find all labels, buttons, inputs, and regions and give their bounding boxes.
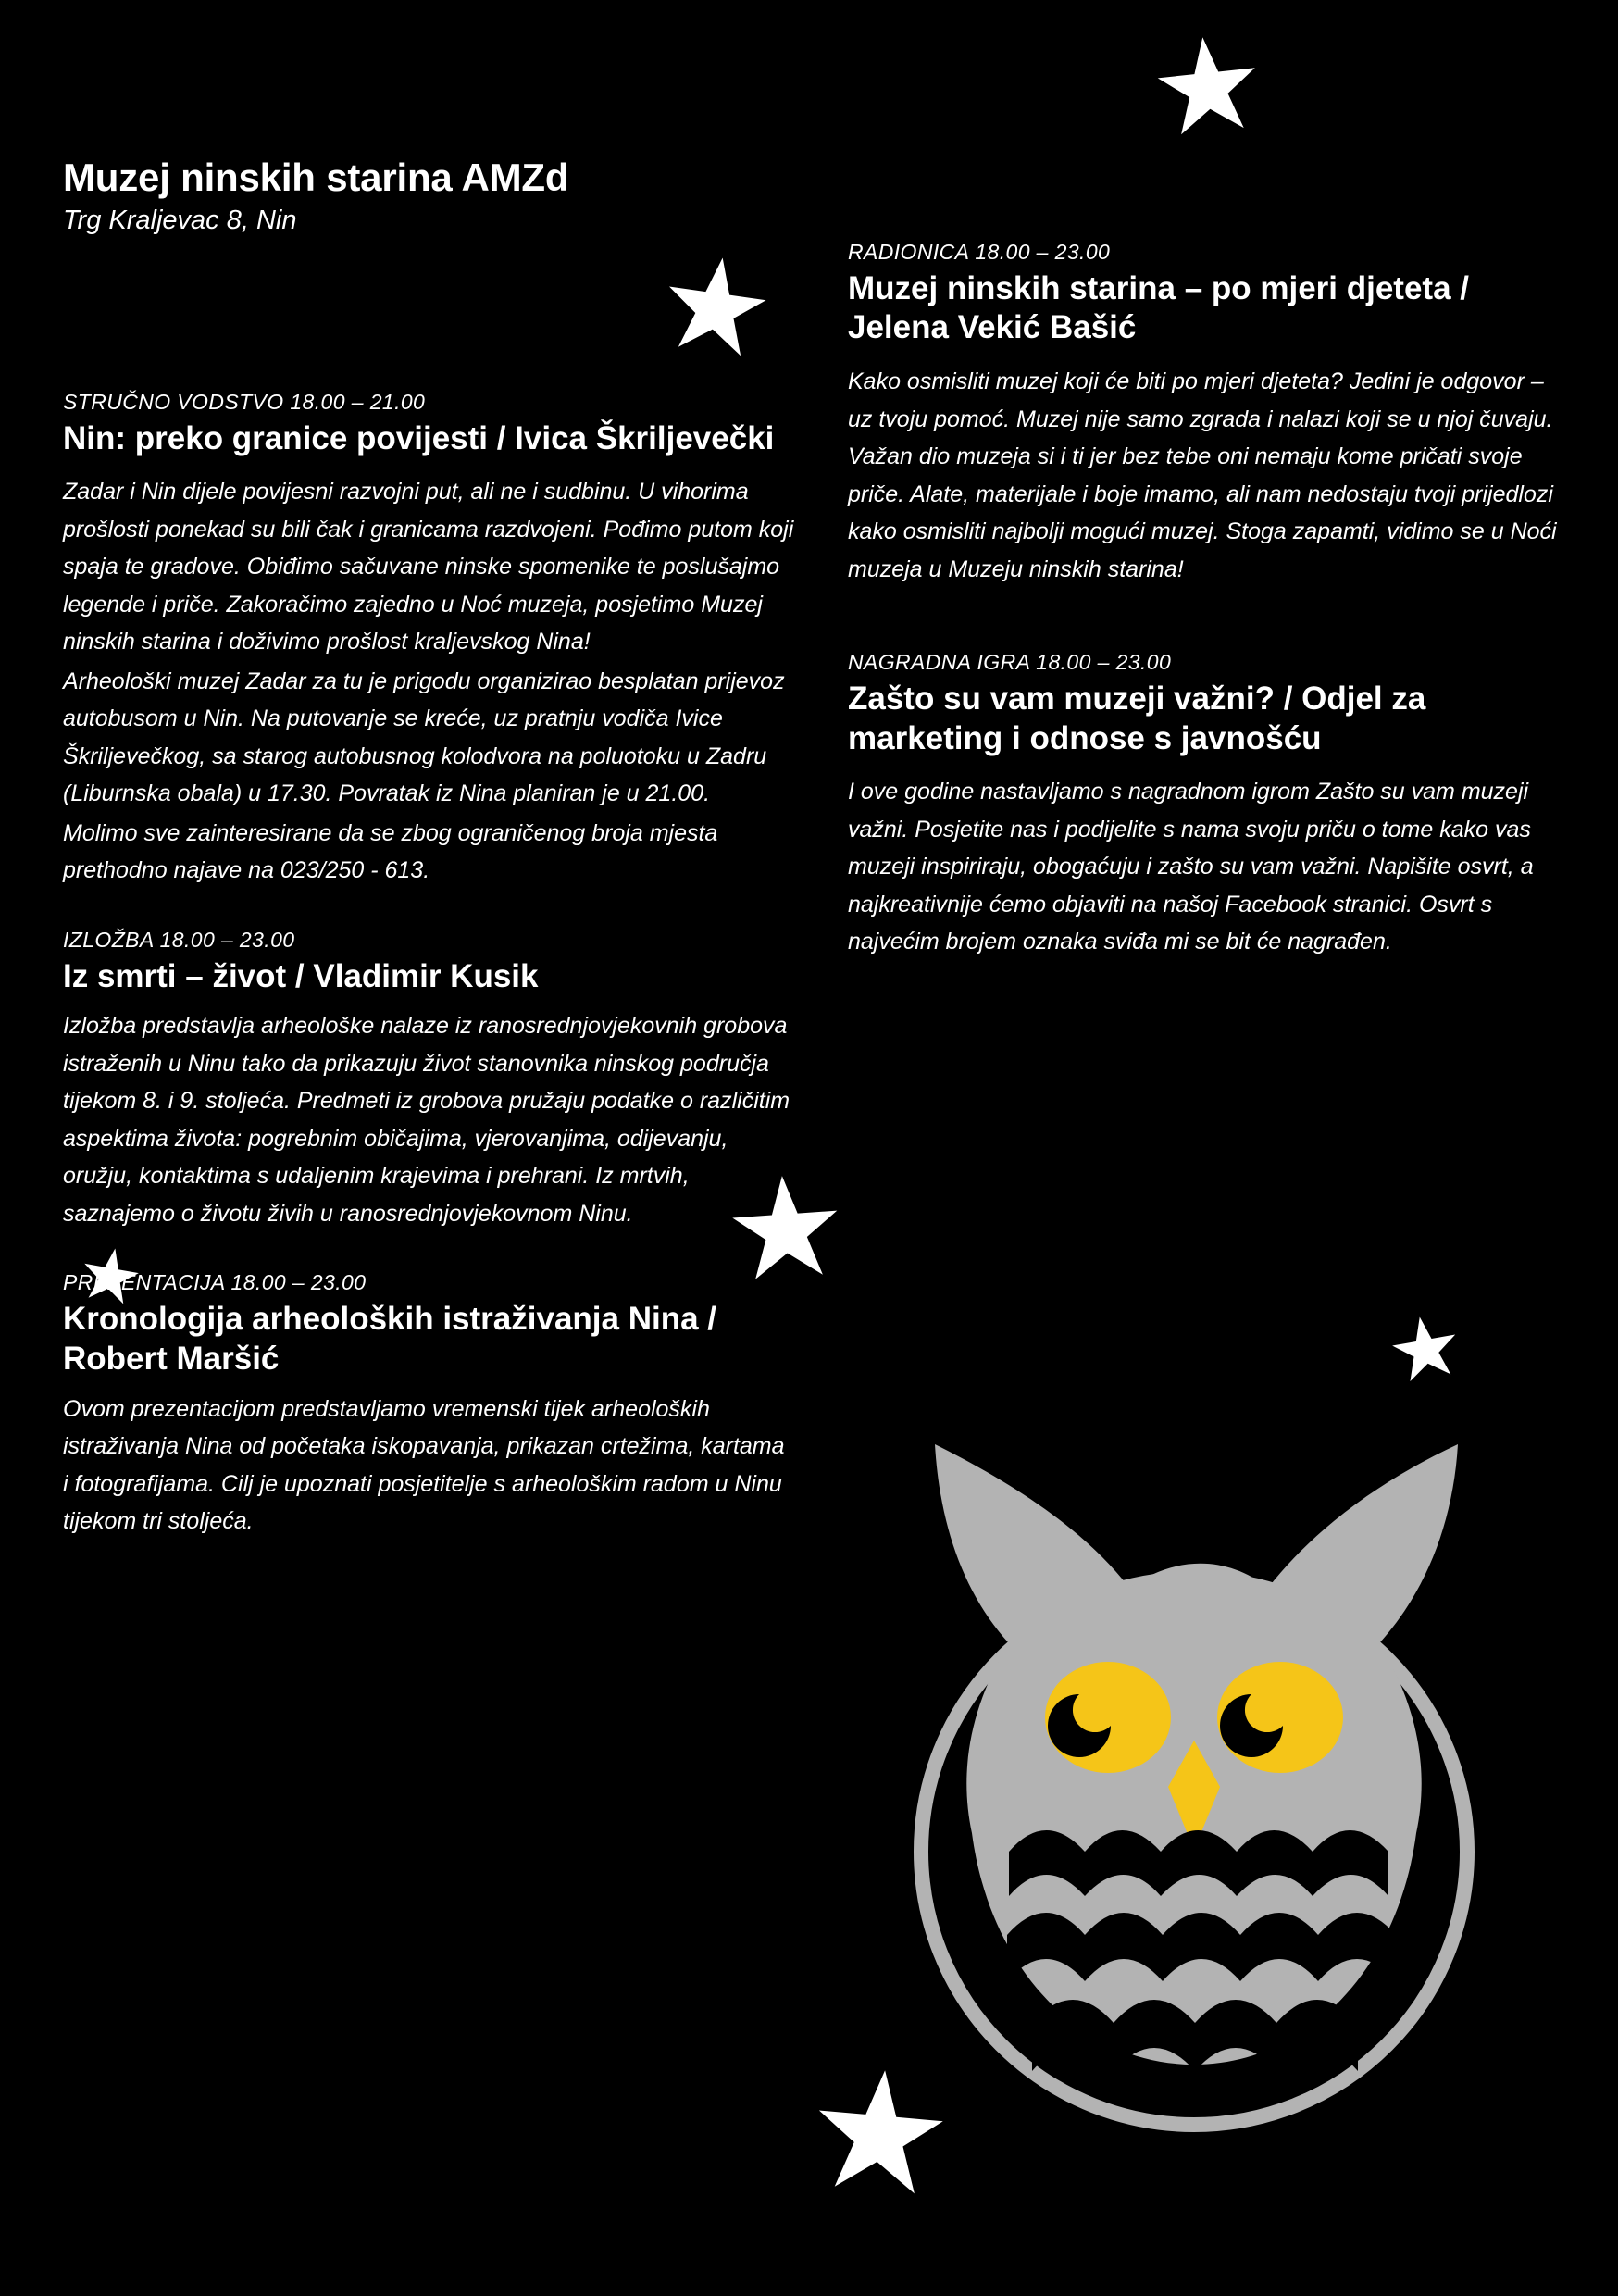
event-title: Kronologija arheoloških istraživanja Nina / Robert Maršić — [63, 1301, 716, 1377]
event-kicker: NAGRADNA IGRA 18.00 – 23.00 — [848, 650, 1172, 675]
star-icon — [1387, 1311, 1463, 1388]
event-title: Zašto su vam muzeji važni? / Odjel za marketing i odnose s javnošću — [848, 680, 1426, 756]
page-title: Muzej ninskih starina AMZd — [63, 156, 569, 199]
event-kicker: IZLOŽBA 18.00 – 23.00 — [63, 927, 295, 952]
event-kicker: PREZENTACIJA 18.00 – 23.00 — [63, 1270, 367, 1295]
event-block — [63, 1269, 794, 1540]
event-title: Muzej ninskih starina – po mjeri djeteta / Jelena Vekić Bašić — [848, 269, 1469, 346]
left-column — [63, 389, 794, 1578]
venue-address: Trg Kraljevac 8, Nin — [63, 206, 297, 236]
event-title: Iz smrti – život / Vladimir Kusik — [63, 957, 539, 994]
event-paragraph: Zadar i Nin dijele povijesni razvojni put, ali ne i sudbinu. U vihorima prošlosti ponekad su bili čak i granicama razdvojeni. Pođimo putom koji spaja te gradove. Obiđimo sačuvane ninske spomenike te poslušajmo legende i priče. Zakoračimo zajedno u Noć muzeja, posjetimo Muzej ninskih starina i doživimo prošlost kraljevskog Nina! — [63, 479, 794, 655]
event-title: Nin: preko granice povijesti / Ivica Škriljevečki — [63, 419, 775, 456]
event-body — [848, 773, 1570, 961]
event-kicker: RADIONICA 18.00 – 23.00 — [848, 240, 1111, 264]
star-icon — [1152, 32, 1264, 144]
right-column — [848, 239, 1570, 998]
event-body — [63, 1391, 794, 1541]
event-block — [848, 239, 1570, 588]
event-paragraph: I ove godine nastavljamo s nagradnom igrom Zašto su vam muzeji važni. Posjetite nas i podijelite s nama svoju priču o tome kako vas muzeji inspiriraju, obogaćuju i zašto su vam važni. Napišite osvrt, a najkreativnije ćemo objaviti na našoj Facebook stranici. Osvrt s najvećim brojem oznaka sviđa mi se bit će nagrađen. — [848, 779, 1534, 955]
owl-icon — [898, 1416, 1490, 2157]
event-paragraph: Izložba predstavlja arheološke nalaze iz ranosrednjovjekovnih grobova istraženih u Ninu tako da prikazuju život stanovnika ninskog područja tijekom 8. i 9. stoljeća. Predmeti iz grobova pružaju podatke o različitim aspektima života: pogrebnim običajima, vjerovanjima, odijevanju, oružju, kontaktima s udaljenim krajevima i prehrani. Iz mrtvih, saznajemo o životu živih u ranosrednjovjekovnom Ninu. — [63, 1013, 790, 1227]
event-body — [63, 1007, 794, 1232]
event-block — [63, 927, 794, 1232]
event-body — [63, 473, 794, 890]
event-paragraph: Molimo sve zainteresirane da se zbog ograničenog broja mjesta prethodno najave na 023/250 - 613. — [63, 819, 718, 884]
event-kicker: STRUČNO VODSTVO 18.00 – 21.00 — [63, 390, 426, 414]
event-paragraph: Kako osmisliti muzej koji će biti po mjeri djeteta? Jedini je odgovor – uz tvoju pomoć. Muzej nije samo zgrada i nalazi koji se u njoj čuvaju. Važan dio muzeja si i ti jer bez tebe oni nemaju kome pričati svoje priče. Alate, materijale i boje imamo, ali nam nedostaju tvoji prijedlozi kako osmisliti najbolji mogući muzej. Stoga zapamti, vidimo se u Noći muzeja u Muzeju ninskih starina! — [848, 368, 1557, 582]
star-icon — [658, 251, 773, 366]
poster-header — [63, 156, 822, 237]
event-body — [848, 363, 1570, 588]
event-paragraph: Ovom prezentacijom predstavljamo vremenski tijek arheoloških istraživanja Nina od početaka iskopavanja, prikazan crtežima, kartama i fotografijama. Cilj je upoznati posjetitelje s arheološkim radom u Ninu tijekom tri stoljeća. — [63, 1395, 785, 1534]
event-paragraph: Arheološki muzej Zadar za tu je prigodu organizirao besplatan prijevoz autobusom u Nin. Na putovanje se kreće, uz pratnju vodiča Ivice Škriljevečkog, sa starog autobusnog kolodvora na poluotoku u Zadru (Liburnska obala) u 17.30. Povratak iz Nina planiran je u 21.00. — [63, 668, 785, 807]
event-block — [848, 649, 1570, 961]
event-block — [63, 389, 794, 890]
